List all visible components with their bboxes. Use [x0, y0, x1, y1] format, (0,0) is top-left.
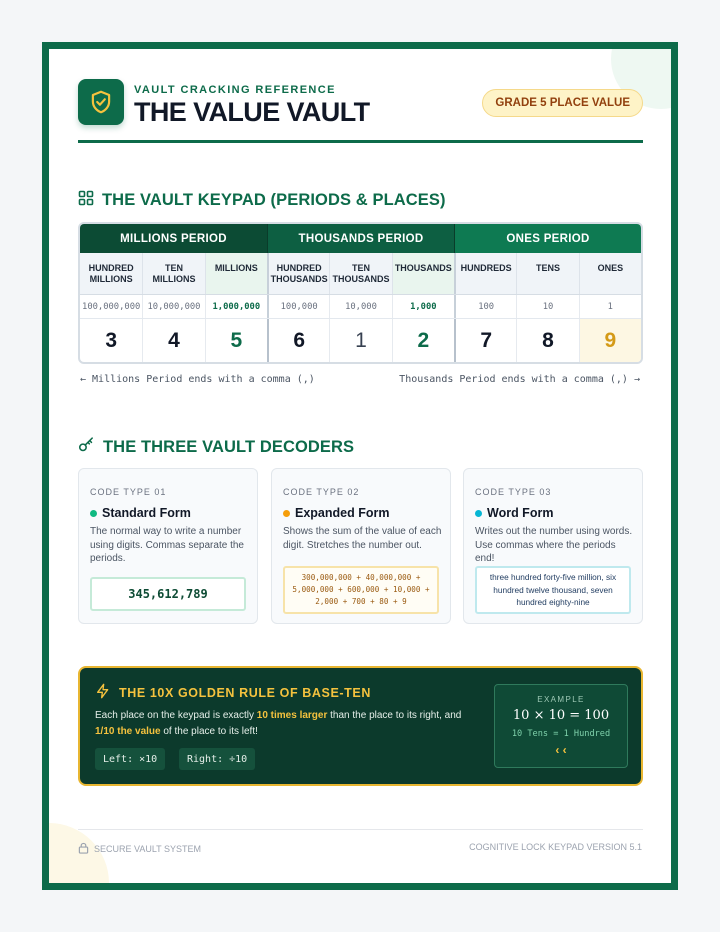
place-value: 1,000	[392, 295, 454, 318]
digits-row	[80, 319, 641, 362]
status-dot-icon	[283, 510, 290, 517]
decoder-card-word	[463, 468, 643, 624]
keypad-digit: 6	[267, 319, 329, 362]
period-header: MILLIONS PERIOD	[80, 224, 267, 253]
card-code: CODE TYPE 01	[90, 487, 167, 497]
footer-divider	[78, 829, 643, 830]
place-value: 100,000,000	[82, 301, 141, 312]
keypad-digit: 3	[105, 328, 117, 352]
word-form-example: three hundred forty-five million, six hundred twelve thousand, seven hundred eighty-nine	[475, 566, 631, 614]
section-title-text: THE VAULT KEYPAD (PERIODS & PLACES)	[102, 191, 446, 209]
place-value: 100,000	[267, 295, 329, 318]
place-values-row	[80, 295, 641, 319]
page-title: THE VALUE VAULT	[134, 97, 370, 127]
golden-rule-title	[95, 683, 371, 702]
footer-left	[78, 842, 201, 856]
key-icon	[78, 436, 95, 458]
header-eyebrow: VAULT CRACKING REFERENCE	[134, 84, 336, 96]
card-description: The normal way to write a number using digits. Commas separate the periods.	[90, 526, 244, 564]
card-description: Writes out the number using words. Use commas where the periods end!	[475, 526, 633, 564]
place-name: HUNDRED THOUSANDS	[267, 253, 329, 294]
grid-icon	[78, 190, 94, 211]
shield-check-icon	[78, 79, 124, 125]
keypad-digit: 5	[205, 319, 267, 362]
left-arrows-icon: ‹ ‹	[555, 743, 567, 757]
keypad-section-title	[78, 190, 446, 211]
example-box	[494, 684, 628, 768]
header	[78, 79, 643, 144]
example-equation: 10 × 10 = 100	[512, 708, 610, 723]
keypad-digit: 2	[392, 319, 454, 362]
card-name-text: Word Form	[487, 506, 554, 520]
card-name	[90, 506, 191, 520]
header-divider	[78, 140, 643, 143]
card-code: CODE TYPE 03	[475, 487, 552, 497]
place-value: 1	[579, 295, 641, 318]
expanded-form-example: 300,000,000 + 40,000,000 + 5,000,000 + 600,000 + 10,000 + 2,000 + 700 + 80 + 9	[283, 566, 439, 614]
keypad-digit: 8	[516, 319, 578, 362]
keypad-digit: 7	[454, 319, 516, 362]
example-subtext: 10 Tens = 1 Hundred	[511, 729, 611, 739]
page-frame	[42, 42, 678, 890]
keypad-digit: 9	[579, 319, 641, 362]
period-header: ONES PERIOD	[454, 224, 641, 253]
golden-rule-title-text: THE 10X GOLDEN RULE OF BASE-TEN	[119, 685, 371, 700]
millions-caption: ← Millions Period ends with a comma (,)	[80, 374, 315, 385]
period-headers	[80, 224, 641, 253]
footer-right: COGNITIVE LOCK KEYPAD VERSION 5.1	[469, 842, 642, 852]
keypad-digit: 1	[329, 319, 391, 362]
golden-rule-panel	[78, 666, 643, 786]
footer-left-text: SECURE VAULT SYSTEM	[94, 844, 202, 854]
place-name: TENS	[516, 253, 578, 294]
place-name: THOUSANDS	[392, 253, 454, 294]
thousands-caption: Thousands Period ends with a comma (,) →	[399, 374, 640, 385]
card-name	[475, 506, 553, 520]
standard-form-example: 345,612,789	[90, 577, 246, 611]
card-name-text: Expanded Form	[295, 506, 390, 520]
place-name: MILLIONS	[205, 253, 267, 294]
card-name	[283, 506, 389, 520]
place-value: 10	[516, 295, 578, 318]
golden-rule-text: Each place on the keypad is exactly 10 times larger than the place to its right, and 1/10 the value of the place to its left!	[95, 710, 462, 737]
lock-icon	[78, 842, 89, 856]
decoders-section-title	[78, 436, 354, 458]
status-dot-icon	[90, 510, 97, 517]
place-name: ONES	[579, 253, 641, 294]
grade-badge: GRADE 5 PLACE VALUE	[482, 89, 643, 117]
place-names-row	[80, 253, 641, 295]
lightning-icon	[95, 683, 111, 702]
card-name-text: Standard Form	[102, 506, 191, 520]
divide-chip: Right: ÷10	[179, 748, 255, 770]
place-name: TEN THOUSANDS	[329, 253, 391, 294]
place-value: 100	[454, 295, 516, 318]
section-title-text: THE THREE VAULT DECODERS	[103, 437, 355, 456]
keypad-digit: 4	[142, 319, 204, 362]
example-label: EXAMPLE	[537, 695, 585, 704]
corner-decoration	[42, 823, 109, 890]
vault-keypad	[78, 222, 643, 364]
decoder-card-expanded	[271, 468, 451, 624]
place-value: 10,000,000	[142, 295, 204, 318]
card-description: Shows the sum of the value of each digit. Stretches the number out.	[283, 526, 442, 551]
period-header: THOUSANDS PERIOD	[267, 224, 454, 253]
status-dot-icon	[475, 510, 482, 517]
decoder-card-standard	[78, 468, 258, 624]
place-name: TEN MILLIONS	[142, 253, 204, 294]
place-value: 10,000	[329, 295, 391, 318]
place-value: 1,000,000	[205, 295, 267, 318]
place-name: HUNDRED MILLIONS	[88, 263, 134, 284]
multiply-chip: Left: ×10	[95, 748, 165, 770]
place-name: HUNDREDS	[454, 253, 516, 294]
card-code: CODE TYPE 02	[283, 487, 360, 497]
